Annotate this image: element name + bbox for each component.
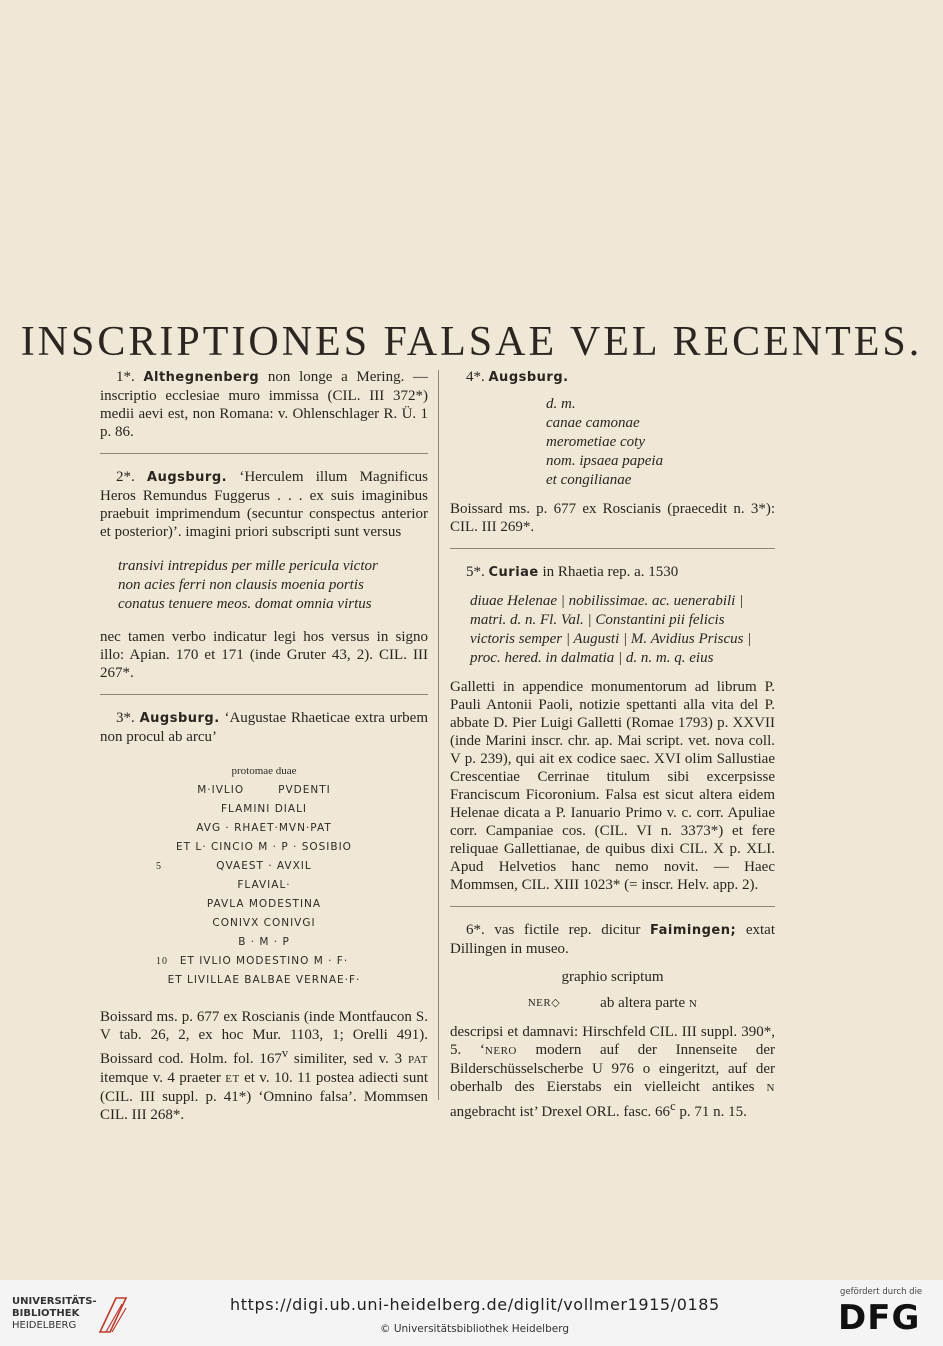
entry-commentary: Galletti in appendice monumentorum ad librum P. Pauli Antonii Paoli, notizie spettanti alla vita del P. abbate D. Pier Luigi Galletti (Romae 1793) p. XXVII (inde Marini inscr. chr. ap. Mai script. vet. nova coll. V p. 239), qui ait ex codice saec. XVI olim Sallustiae Crescentiae Cerrinae titulum sibi excerpsisse Franciscum Ficoronium. Falsa est sicut altera eidem Helenae dicata a P. Ianuario Primo v. c. corr. Apuliae corr. Campaniae cos. (CIL. VI n. 3373*) et fere reliquae Gallettianae, de quibus dixi CIL. X p. XLI. Apud Helvetios hanc nemo novit. — Haec Mommsen, CIL. XIII 1023* (= inscr. Helv. app. 2). bbox=[450, 679, 775, 893]
entry-commentary bbox=[100, 1008, 428, 1124]
page-title: INSCRIPTIONES FALSAE VEL RECENTES. bbox=[20, 319, 923, 365]
entry-commentary: nec tamen verbo indicatur legi hos versus in signo illo: Apian. 170 et 171 (inde Gruter 43, 2). CIL. III 267*. bbox=[100, 629, 428, 681]
small-caps: NERO bbox=[484, 1045, 517, 1057]
inscription-line: FLAVIAL· bbox=[237, 879, 291, 891]
line-number: 5 bbox=[156, 861, 162, 872]
superscript: c bbox=[670, 1099, 676, 1113]
inscription-block bbox=[100, 762, 428, 990]
inscription-line bbox=[100, 781, 428, 800]
entry-commentary bbox=[450, 1023, 775, 1121]
verse-line: conatus tenuere meos. domat omnia virtus bbox=[118, 596, 372, 612]
inscription-line bbox=[100, 952, 428, 971]
entry-place: Augsburg. bbox=[139, 711, 220, 726]
right-column bbox=[450, 368, 775, 1121]
small-caps: ET bbox=[225, 1073, 240, 1085]
inscription-line: PAVLA MODESTINA bbox=[206, 898, 322, 910]
verse-line: d. m. bbox=[546, 396, 576, 412]
entry-5 bbox=[450, 563, 775, 894]
entry-2-head bbox=[100, 468, 428, 541]
entry-divider bbox=[450, 548, 775, 549]
entry-divider bbox=[100, 453, 428, 454]
graffito-letter: N bbox=[688, 998, 698, 1010]
commentary-text: p. 71 n. 15. bbox=[675, 1104, 747, 1120]
entry-3-head bbox=[100, 709, 428, 746]
inscription-line: AVG · RHAET·MVN·PAT bbox=[196, 822, 332, 834]
inscription-text: QVAEST · AVXIL bbox=[216, 860, 312, 872]
entry-number: 2*. bbox=[116, 469, 135, 485]
inscription-line: FLAMINI DIALI bbox=[220, 803, 308, 815]
small-caps: PAT bbox=[407, 1054, 428, 1066]
funding-label: gefördert durch die bbox=[840, 1287, 923, 1297]
library-name-line: UNIVERSITÄTS- bbox=[12, 1296, 97, 1307]
inscription-line: B · M · P bbox=[238, 936, 290, 948]
verse-block bbox=[470, 592, 775, 668]
commentary-text: modern auf der Innenseite der Bilderschüsselscherbe U 976 o eingeritzt, auf der oberhalb des Eierstabs ein vielleicht antikes bbox=[450, 1042, 776, 1095]
entry-6 bbox=[450, 921, 775, 1121]
commentary-text: angebracht ist’ Drexel ORL. fasc. 66 bbox=[450, 1104, 671, 1120]
entry-3 bbox=[100, 709, 428, 1124]
entry-text: vas fictile rep. dicitur bbox=[484, 922, 650, 938]
commentary-text: et v. 10. 11 postea adiecti sunt (CIL. III suppl. p. 41*) ‘Omnino falsa’. Mommsen CIL. III 268*. bbox=[100, 1070, 428, 1123]
entry-text: ‘Augustae Rhaeticae extra urbem non procul ab arcu’ bbox=[100, 710, 429, 745]
verse-line: diuae Helenae | nobilissimae. ac. uenerabili | bbox=[470, 593, 744, 609]
entry-4 bbox=[450, 368, 775, 536]
copyright-notice: © Universitätsbibliothek Heidelberg bbox=[380, 1323, 570, 1335]
library-name-line: HEIDELBERG bbox=[12, 1320, 77, 1331]
entry-1 bbox=[100, 368, 428, 441]
entry-5-head bbox=[450, 563, 775, 582]
entry-number: 4*. bbox=[466, 369, 485, 385]
verse-line: merometiae coty bbox=[546, 434, 645, 450]
commentary-text: descripsi et damnavi: Hirschfeld CIL. III suppl. 390*, 5. ‘ bbox=[450, 1024, 775, 1058]
entry-text: ‘Herculem illum Magnificus Heros Remundus Fuggerus . . . ex suis imaginibus praebuit imprimendum (secuntur conspectus anterior et posterior)’. imagini priori subscripti sunt versus bbox=[100, 469, 428, 540]
entry-number: 5*. bbox=[466, 564, 485, 580]
verse-line: non acies ferri non clausis moenia portis bbox=[118, 577, 364, 593]
inscription-header: protomae duae bbox=[231, 765, 297, 777]
line-number: 10 bbox=[156, 956, 168, 967]
permalink-url[interactable]: https://digi.ub.uni-heidelberg.de/diglit/vollmer1915/0185 bbox=[230, 1295, 720, 1314]
entry-commentary: Boissard ms. p. 677 ex Roscianis (praecedit n. 3*): CIL. III 269*. bbox=[450, 501, 775, 535]
verse-line: canae camonae bbox=[546, 415, 640, 431]
entry-place: Faimingen; bbox=[650, 923, 737, 938]
entry-divider bbox=[100, 694, 428, 695]
entry-number: 6*. bbox=[466, 922, 485, 938]
inscription-line: CONIVX CONIVGI bbox=[212, 917, 316, 929]
verse-line: nom. ipsaea papeia bbox=[546, 453, 664, 469]
inscription-text: ET IVLIO MODESTINO M · F· bbox=[179, 955, 349, 967]
inscription-word: M·IVLIO bbox=[197, 784, 245, 796]
left-column bbox=[100, 368, 428, 1124]
dfg-logo[interactable]: DFG bbox=[838, 1298, 921, 1338]
entry-text: in Rhaetia rep. a. 1530 bbox=[538, 564, 679, 580]
superscript: v bbox=[281, 1046, 289, 1060]
entry-place: Augsburg. bbox=[147, 470, 228, 485]
inscription-line: ET L· CINCIO M · P · SOSIBIO bbox=[176, 841, 352, 853]
library-logo-text[interactable] bbox=[12, 1296, 97, 1332]
column-divider bbox=[438, 370, 439, 1100]
commentary-text: itemque v. 4 praeter bbox=[100, 1070, 226, 1086]
verse-line: proc. hered. in dalmatia | d. n. m. q. eius bbox=[470, 650, 714, 666]
graffito-note-text: ab altera parte bbox=[600, 995, 686, 1011]
entry-6-head bbox=[450, 921, 775, 958]
entry-place: Althegnenberg bbox=[143, 370, 260, 385]
footer-bar bbox=[0, 1280, 943, 1346]
verse-line: victoris semper | Augusti | M. Avidius Priscus | bbox=[470, 631, 752, 647]
inscription-word: PVDENTI bbox=[278, 784, 331, 796]
entry-2 bbox=[100, 468, 428, 682]
entry-number: 1*. bbox=[116, 369, 135, 385]
entry-text: extat Dillingen in museo. bbox=[450, 922, 775, 957]
entry-place: Augsburg. bbox=[488, 370, 569, 385]
verse-block bbox=[546, 395, 775, 490]
entry-text: non longe a Mering. — inscriptio ecclesiae muro immissa (CIL. III 372*) medii aevi est, non Romana: v. Ohlenschlager R. Ü. 1 p. 86. bbox=[100, 369, 429, 440]
commentary-text: Boissard ms. p. 677 ex Roscianis (inde Montfaucon S. V tab. 26, 2, ex hoc Mur. 1103, 1; Orelli 491). Boissard cod. Holm. fol. 167 bbox=[100, 1009, 428, 1067]
centered-note: graphio scriptum bbox=[561, 969, 664, 985]
library-name-line: BIBLIOTHEK bbox=[12, 1308, 80, 1319]
graffito-note bbox=[600, 994, 697, 1013]
verse-line: et congilianae bbox=[546, 472, 632, 488]
graffito-text: NER◇ bbox=[527, 997, 561, 1009]
entry-divider bbox=[450, 906, 775, 907]
graffito-line bbox=[450, 994, 775, 1013]
small-caps: N bbox=[766, 1082, 775, 1094]
inscription-line bbox=[100, 857, 428, 876]
library-logo-icon bbox=[96, 1294, 130, 1334]
verse-line: transivi intrepidus per mille pericula victor bbox=[118, 558, 378, 574]
entry-4-head bbox=[450, 368, 775, 387]
commentary-text: similiter, sed v. 3 bbox=[288, 1051, 408, 1067]
entry-place: Curiae bbox=[488, 565, 539, 580]
verse-block bbox=[118, 557, 428, 614]
verse-line: matri. d. n. Fl. Val. | Constantini pii felicis bbox=[470, 612, 725, 628]
entry-number: 3*. bbox=[116, 710, 135, 726]
inscription-line: ET LIVILLAE BALBAE VERNAE·F· bbox=[167, 974, 361, 986]
